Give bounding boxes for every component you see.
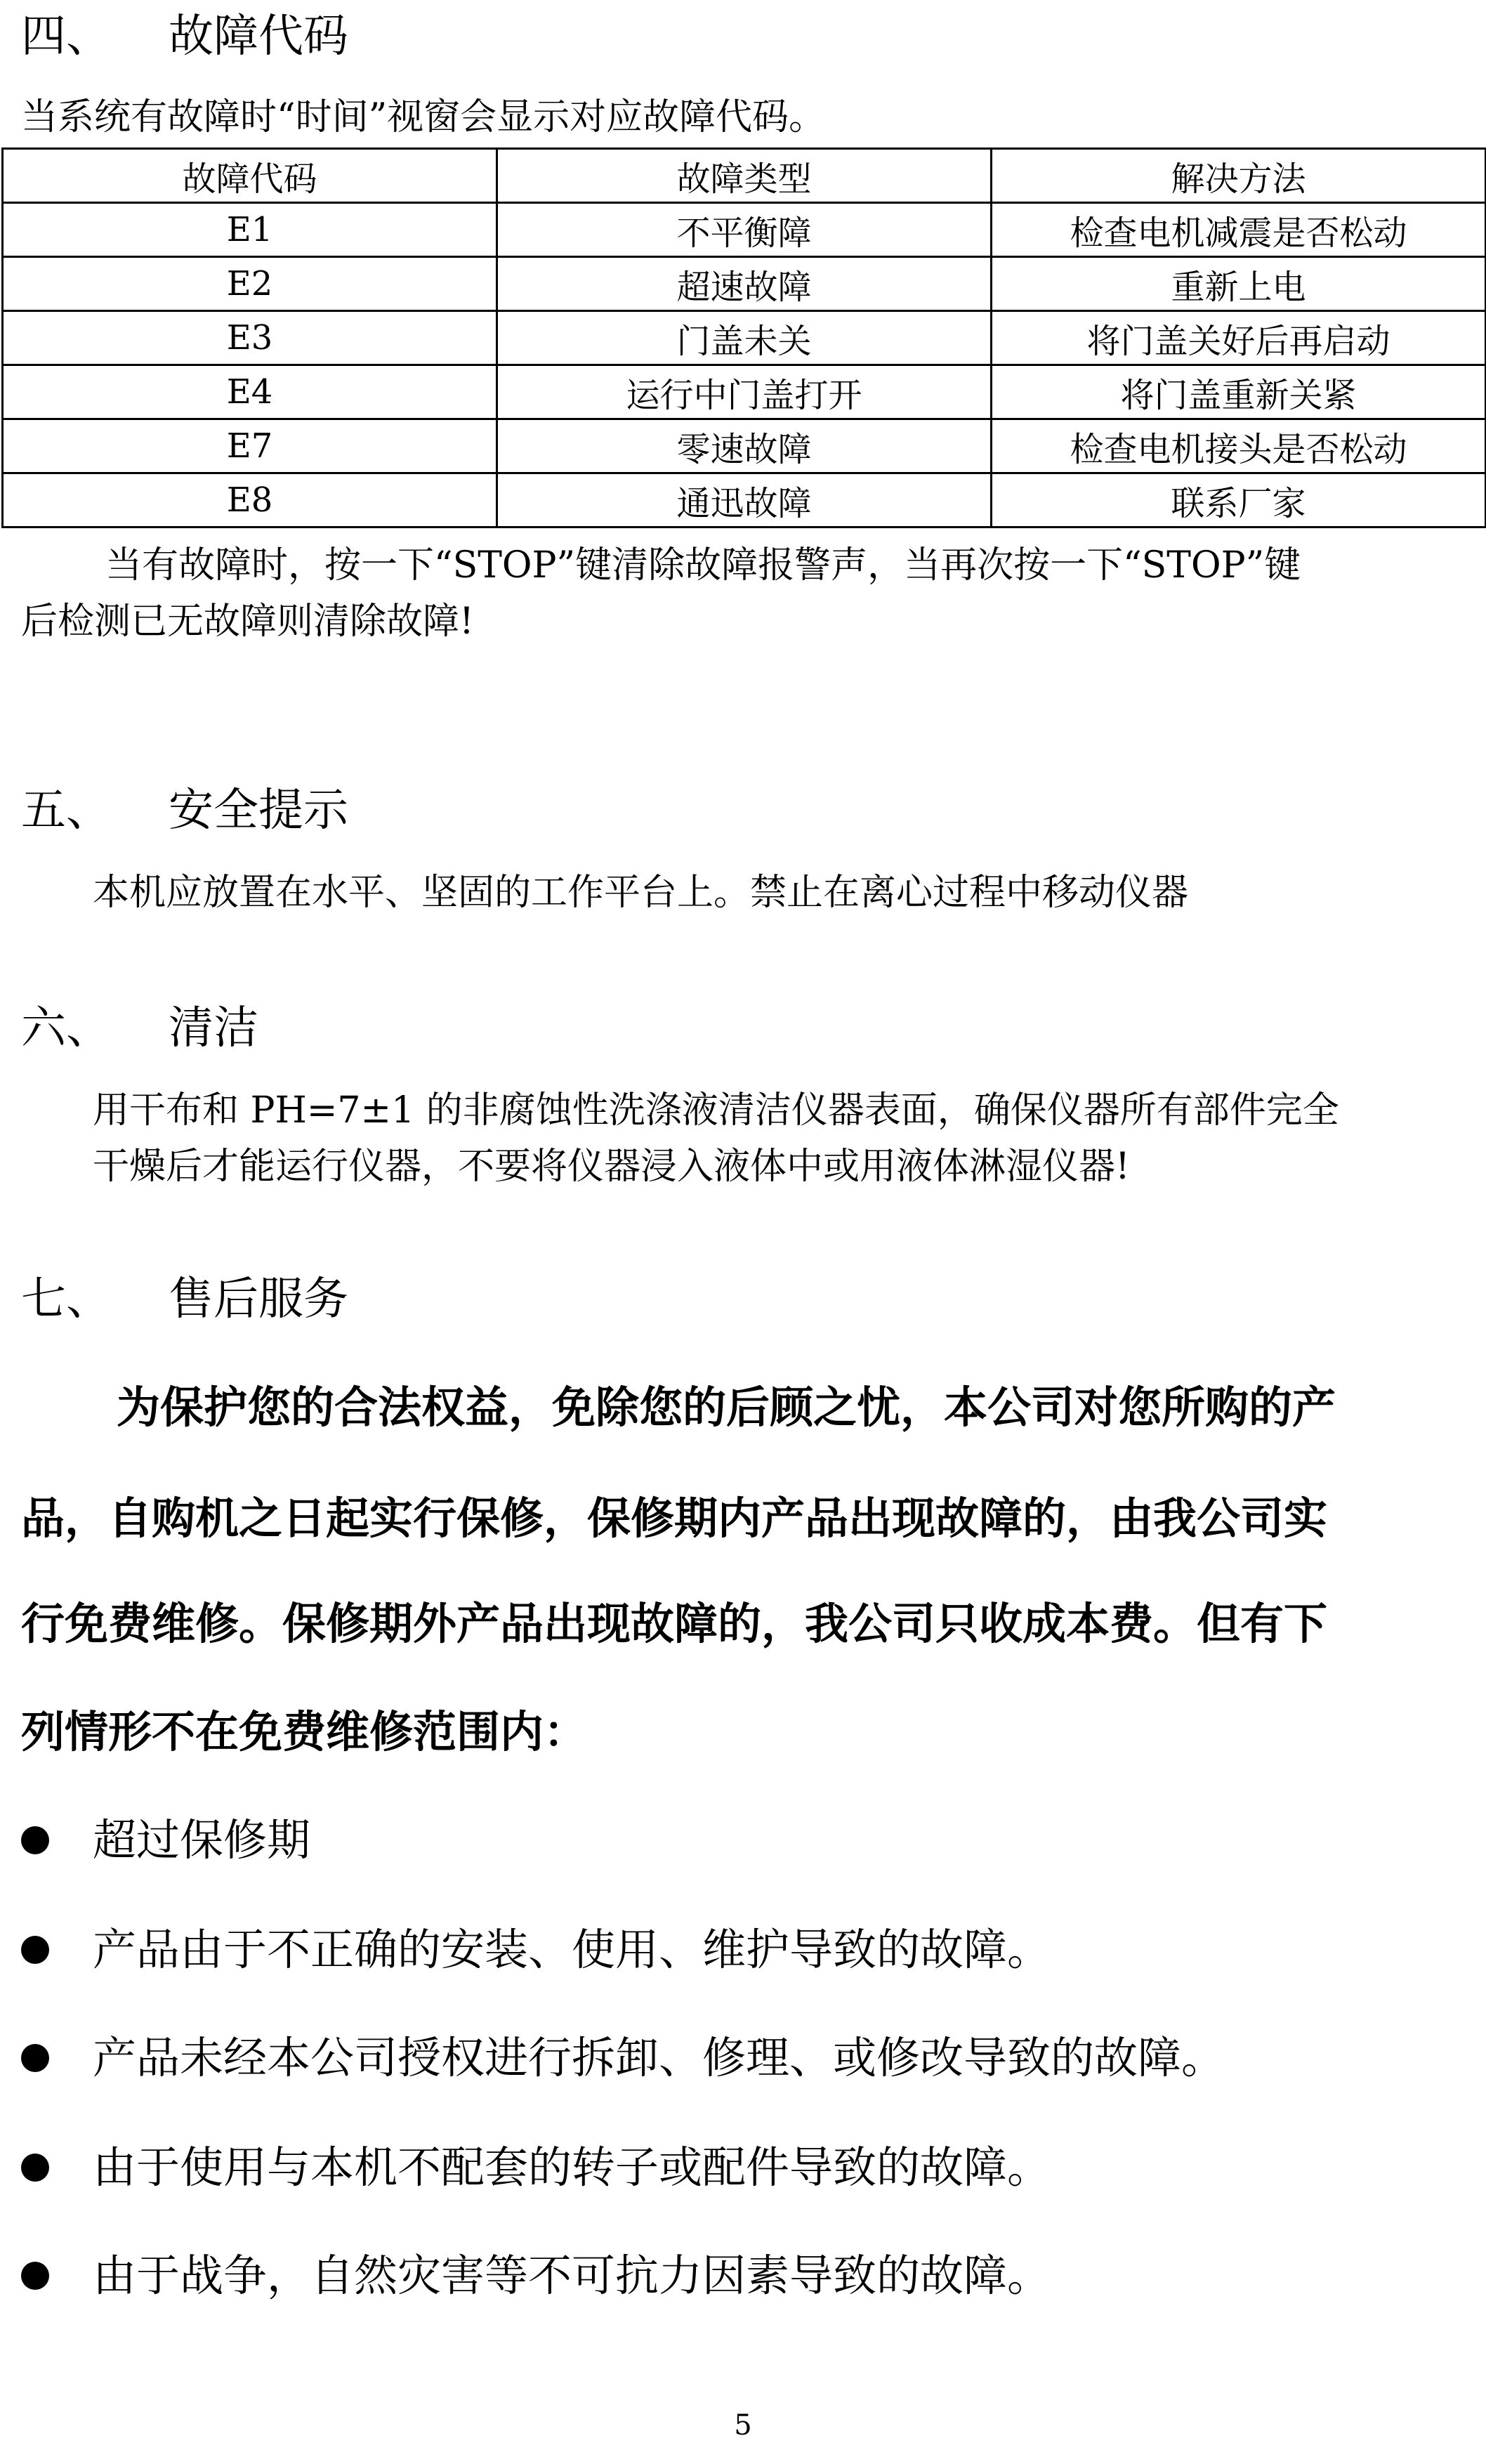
cell-code: E3	[3, 311, 497, 365]
section-4-title: 故障代码	[169, 11, 348, 63]
cell-code: E2	[3, 257, 497, 311]
cell-solution: 检查电机减震是否松动	[992, 203, 1486, 257]
section-6-title: 清洁	[169, 1002, 258, 1054]
table-row	[3, 311, 1486, 365]
header-fault-type: 故障类型	[497, 149, 992, 203]
section-5-title: 安全提示	[169, 785, 348, 837]
cell-solution: 将门盖重新关紧	[992, 365, 1486, 419]
list-item-text: 由于战争，自然灾害等不可抗力因素导致的故障。	[93, 2250, 1051, 2301]
cell-solution: 将门盖关好后再启动	[992, 311, 1486, 365]
cell-type: 零速故障	[497, 419, 992, 473]
service-paragraph-line-2: 品，自购机之日起实行保修，保修期内产品出现故障的，由我公司实	[21, 1493, 1328, 1544]
service-paragraph-line-3: 行免费维修。保修期外产品出现故障的，我公司只收成本费。但有下	[21, 1598, 1328, 1649]
section-6-line-1: 用干布和 PH=7±1 的非腐蚀性洗涤液清洁仪器表面，确保仪器所有部件完全	[93, 1089, 1339, 1132]
table-row	[3, 419, 1486, 473]
service-paragraph-line-1: 为保护您的合法权益，免除您的后顾之忧，本公司对您所购的产	[117, 1382, 1336, 1433]
section-4-number: 四、	[21, 11, 111, 63]
section-5-text: 本机应放置在水平、坚固的工作平台上。禁止在离心过程中移动仪器	[93, 872, 1189, 914]
page-number: 5	[734, 2409, 752, 2442]
cell-solution: 联系厂家	[992, 473, 1486, 527]
cell-code: E1	[3, 203, 497, 257]
section-6-heading	[21, 1000, 258, 1056]
bullet-dot-icon	[21, 2044, 49, 2072]
header-fault-code: 故障代码	[3, 149, 497, 203]
cell-type: 门盖未关	[497, 311, 992, 365]
table-row	[3, 473, 1486, 527]
list-item-text: 由于使用与本机不配套的转子或配件导致的故障。	[93, 2142, 1051, 2193]
table-header-row	[3, 149, 1486, 203]
section-5-number: 五、	[21, 785, 111, 837]
cell-code: E7	[3, 419, 497, 473]
section-7-title: 售后服务	[169, 1273, 348, 1325]
bullet-dot-icon	[21, 1936, 49, 1964]
cell-type: 运行中门盖打开	[497, 365, 992, 419]
bullet-dot-icon	[21, 2154, 49, 2182]
list-item-text: 产品由于不正确的安装、使用、维护导致的故障。	[93, 1924, 1051, 1975]
section-4-heading	[21, 8, 348, 65]
cell-type: 通迅故障	[497, 473, 992, 527]
table-row	[3, 257, 1486, 311]
section-4-note-line-2: 后检测已无故障则清除故障!	[21, 601, 474, 643]
cell-code: E4	[3, 365, 497, 419]
list-item-text: 产品未经本公司授权进行拆卸、修理、或修改导致的故障。	[93, 2032, 1225, 2083]
bullet-dot-icon	[21, 1826, 49, 1854]
cell-solution: 重新上电	[992, 257, 1486, 311]
cell-code: E8	[3, 473, 497, 527]
section-7-heading	[21, 1271, 348, 1328]
list-item	[21, 1812, 310, 1868]
table-row	[3, 365, 1486, 419]
section-4-note-line-1: 当有故障时，按一下“STOP”键清除故障报警声，当再次按一下“STOP”键	[105, 544, 1301, 586]
cell-solution: 检查电机接头是否松动	[992, 419, 1486, 473]
list-item	[21, 2139, 1051, 2196]
service-paragraph-line-4: 列情形不在免费维修范围内：	[21, 1706, 588, 1757]
list-item	[21, 2248, 1051, 2304]
section-5-heading	[21, 782, 348, 839]
list-item-text: 超过保修期	[93, 1814, 311, 1866]
header-solution: 解决方法	[992, 149, 1486, 203]
section-6-line-2: 干燥后才能运行仪器，不要将仪器浸入液体中或用液体淋湿仪器!	[93, 1146, 1130, 1188]
fault-code-table	[1, 148, 1486, 528]
table-row	[3, 203, 1486, 257]
cell-type: 超速故障	[497, 257, 992, 311]
section-6-number: 六、	[21, 1002, 111, 1054]
section-4-intro: 当系统有故障时“时间”视窗会显示对应故障代码。	[21, 96, 826, 138]
section-7-number: 七、	[21, 1273, 111, 1325]
cell-type: 不平衡障	[497, 203, 992, 257]
list-item	[21, 2030, 1225, 2086]
list-item	[21, 1922, 1051, 1978]
bullet-dot-icon	[21, 2262, 49, 2290]
